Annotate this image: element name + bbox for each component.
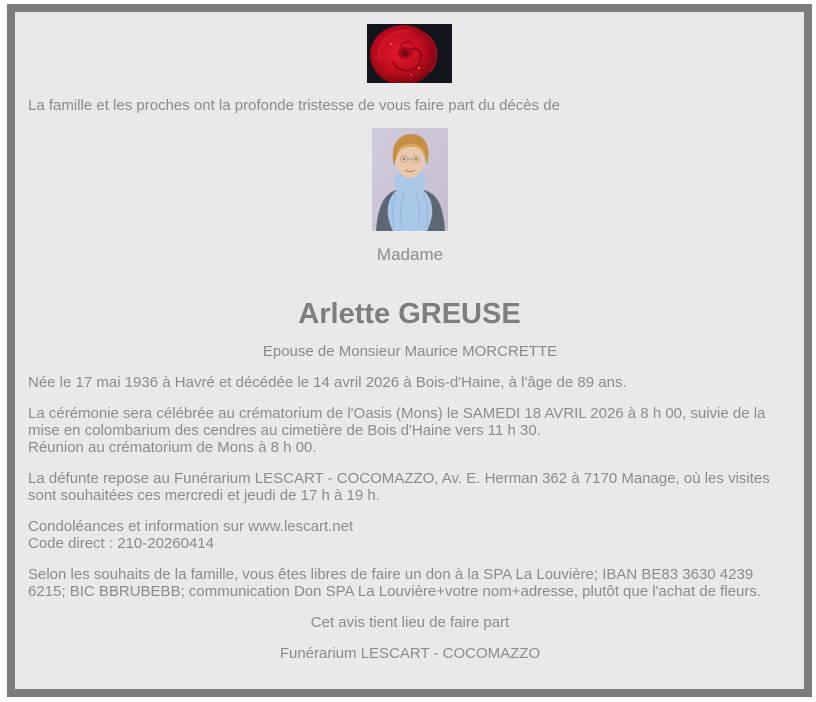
intro-text: La famille et les proches ont la profonde tristesse de vous faire part du décès de — [28, 97, 560, 114]
spouse-line: Epouse de Monsieur Maurice MORCRETTE — [262, 343, 558, 360]
funeral-home-name: Funérarium LESCART - COCOMAZZO — [279, 645, 541, 662]
donation-paragraph: Selon les souhaits de la famille, vous êtes libres de faire un don à la SPA La Louvière; IBAN BE83 3630 4239 6215; BIC BBRUBEBB; communication Don SPA La Louvière+votre nom+adresse, plutôt que l'achat de fleurs. — [28, 566, 761, 600]
reunion-text: Réunion au crématorium de Mons à 8 h 00. — [28, 439, 317, 456]
portrait-image — [372, 128, 448, 231]
birth-death-line: Née le 17 mai 1936 à Havré et décédée le 14 avril 2026 à Bois-d'Haine, à l'âge de 89 ans. — [28, 374, 627, 391]
condolences-paragraph — [28, 518, 792, 552]
portrait-photo — [15, 128, 804, 231]
rose-photo — [15, 24, 804, 83]
ceremony-text: La cérémonie sera célébrée au crématorium de l'Oasis (Mons) le SAMEDI 18 AVRIL 2026 à 8 h 00, suivie de la mise en colombarium des cendres au cimetière de Bois d'Haine vers 11 h 30. — [28, 405, 766, 439]
rose-image — [367, 24, 452, 83]
repose-paragraph: La défunte repose au Funérarium LESCART - COCOMAZZO, Av. E. Herman 362 à 7170 Manage, où les visites sont souhaitées ces mercredi et jeudi de 17 h à 19 h. — [28, 470, 770, 504]
closing-line: Cet avis tient lieu de faire part — [310, 614, 510, 631]
civility-title: Madame — [376, 245, 444, 264]
direct-code-text: Code direct : 210-20260414 — [28, 535, 214, 552]
ceremony-paragraph — [28, 405, 792, 456]
death-notice-panel — [7, 4, 812, 697]
condolences-text: Condoléances et information sur www.lescart.net — [28, 518, 354, 535]
deceased-name: Arlette GREUSE — [298, 298, 521, 330]
